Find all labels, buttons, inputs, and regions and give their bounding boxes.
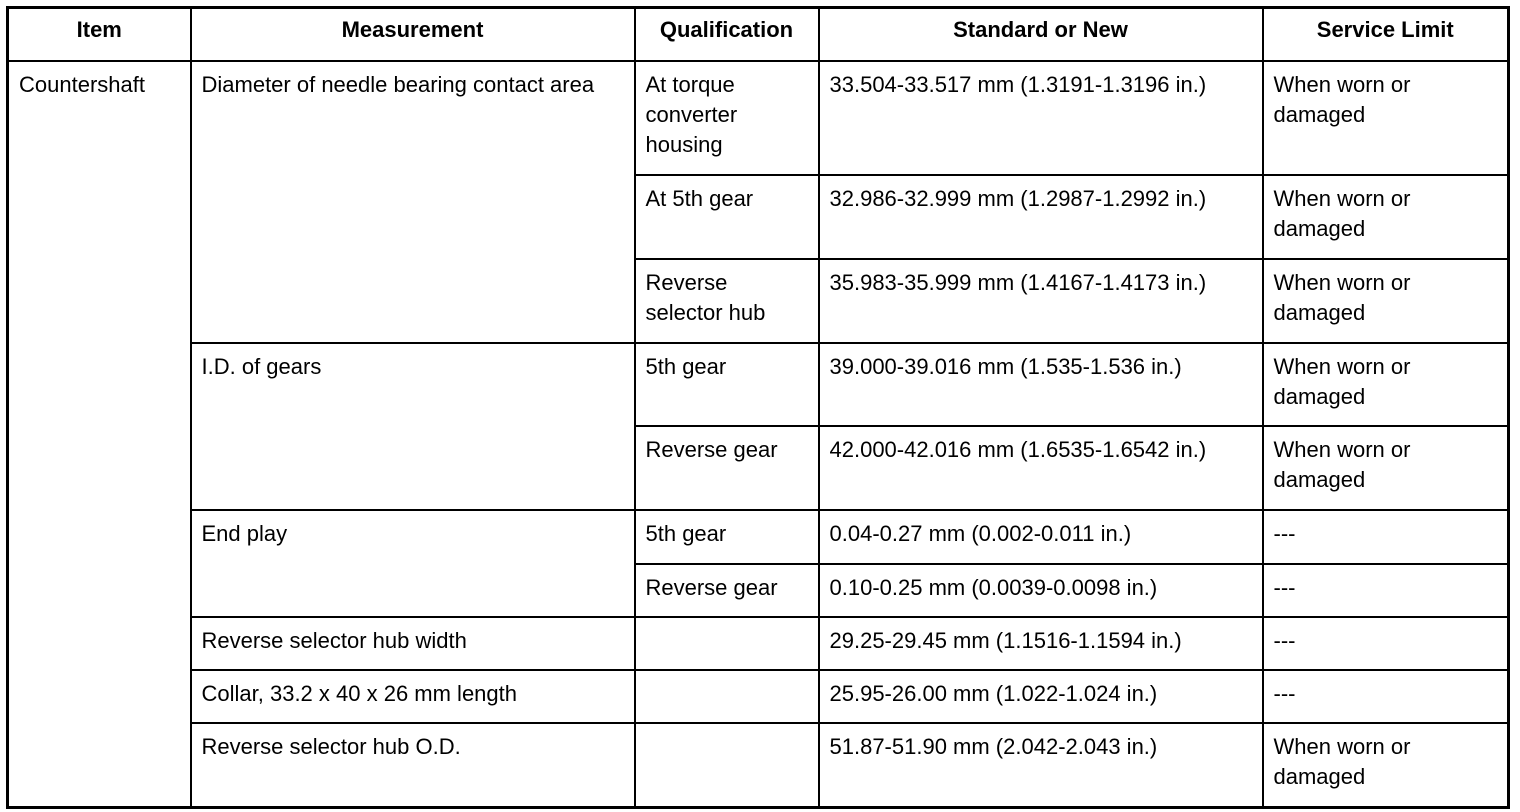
header-item: Item bbox=[8, 8, 191, 61]
countershaft-spec-table bbox=[6, 6, 1510, 809]
measurement-cell: Reverse selector hub O.D. bbox=[191, 723, 635, 808]
service-limit-cell: When worn or damaged bbox=[1263, 343, 1509, 426]
standard-cell: 39.000-39.016 mm (1.535-1.536 in.) bbox=[819, 343, 1263, 426]
qualification-cell bbox=[635, 723, 819, 808]
standard-cell: 0.10-0.25 mm (0.0039-0.0098 in.) bbox=[819, 564, 1263, 617]
service-limit-cell: When worn or damaged bbox=[1263, 259, 1509, 343]
header-service-limit: Service Limit bbox=[1263, 8, 1509, 61]
measurement-cell: End play bbox=[191, 510, 635, 617]
standard-cell: 32.986-32.999 mm (1.2987-1.2992 in.) bbox=[819, 175, 1263, 259]
table-row bbox=[8, 670, 1509, 723]
service-limit-cell: When worn or damaged bbox=[1263, 175, 1509, 259]
header-measurement: Measurement bbox=[191, 8, 635, 61]
service-limit-cell: When worn or damaged bbox=[1263, 61, 1509, 175]
header-standard: Standard or New bbox=[819, 8, 1263, 61]
qualification-cell: Reverse selector hub bbox=[635, 259, 819, 343]
service-limit-cell: --- bbox=[1263, 670, 1509, 723]
standard-cell: 25.95-26.00 mm (1.022-1.024 in.) bbox=[819, 670, 1263, 723]
measurement-cell: I.D. of gears bbox=[191, 343, 635, 510]
standard-cell: 42.000-42.016 mm (1.6535-1.6542 in.) bbox=[819, 426, 1263, 510]
measurement-cell: Collar, 33.2 x 40 x 26 mm length bbox=[191, 670, 635, 723]
header-row bbox=[8, 8, 1509, 61]
item-cell: Countershaft bbox=[8, 61, 191, 808]
qualification-cell: 5th gear bbox=[635, 343, 819, 426]
measurement-cell: Diameter of needle bearing contact area bbox=[191, 61, 635, 343]
table-row bbox=[8, 510, 1509, 564]
qualification-cell bbox=[635, 617, 819, 670]
service-limit-cell: --- bbox=[1263, 564, 1509, 617]
standard-cell: 0.04-0.27 mm (0.002-0.011 in.) bbox=[819, 510, 1263, 564]
standard-cell: 51.87-51.90 mm (2.042-2.043 in.) bbox=[819, 723, 1263, 808]
table-row bbox=[8, 61, 1509, 175]
standard-cell: 35.983-35.999 mm (1.4167-1.4173 in.) bbox=[819, 259, 1263, 343]
table-row bbox=[8, 723, 1509, 808]
standard-cell: 29.25-29.45 mm (1.1516-1.1594 in.) bbox=[819, 617, 1263, 670]
header-qualification: Qualification bbox=[635, 8, 819, 61]
qualification-cell: Reverse gear bbox=[635, 426, 819, 510]
standard-cell: 33.504-33.517 mm (1.3191-1.3196 in.) bbox=[819, 61, 1263, 175]
service-limit-cell: When worn or damaged bbox=[1263, 723, 1509, 808]
qualification-cell: At 5th gear bbox=[635, 175, 819, 259]
measurement-cell: Reverse selector hub width bbox=[191, 617, 635, 670]
qualification-cell bbox=[635, 670, 819, 723]
table-row bbox=[8, 617, 1509, 670]
qualification-cell: 5th gear bbox=[635, 510, 819, 564]
qualification-cell: Reverse gear bbox=[635, 564, 819, 617]
service-limit-cell: --- bbox=[1263, 617, 1509, 670]
service-limit-cell: --- bbox=[1263, 510, 1509, 564]
service-limit-cell: When worn or damaged bbox=[1263, 426, 1509, 510]
qualification-cell: At torque converter housing bbox=[635, 61, 819, 175]
table-row bbox=[8, 343, 1509, 426]
